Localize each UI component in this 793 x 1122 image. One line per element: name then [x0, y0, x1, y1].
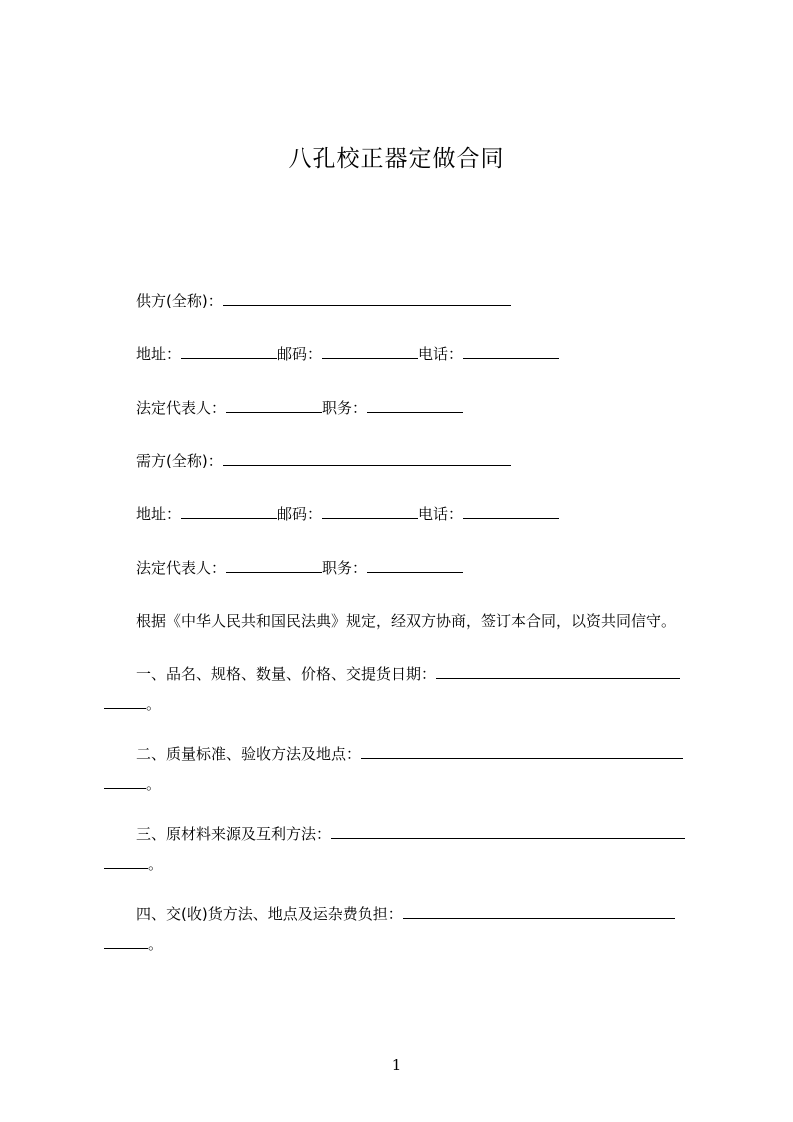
clause-3-blank[interactable] [331, 823, 685, 839]
supplier-postcode-label: 邮码： [277, 345, 323, 363]
buyer-position-label: 职务： [322, 559, 368, 577]
clause-2-blank[interactable] [361, 743, 683, 759]
clause-4-end: 。 [148, 935, 164, 953]
supplier-name-label: 供方(全称)： [136, 292, 223, 310]
buyer-rep-line [136, 557, 463, 579]
clause-4-label: 四、交(收)货方法、地点及运杂费负担： [136, 905, 403, 923]
buyer-name-line [136, 450, 511, 472]
clause-2-blank-cont[interactable] [104, 773, 146, 789]
supplier-phone-blank[interactable] [463, 343, 559, 359]
supplier-name-blank[interactable] [223, 290, 511, 306]
clause-4-blank-cont[interactable] [104, 933, 148, 949]
clause-3-blank-cont[interactable] [104, 853, 148, 869]
clause-2-label: 二、质量标准、验收方法及地点： [136, 745, 362, 763]
supplier-position-blank[interactable] [367, 397, 463, 413]
clause-1-end: 。 [146, 695, 162, 713]
buyer-position-blank[interactable] [367, 557, 463, 573]
supplier-address-line [136, 343, 559, 365]
clause-2-end: 。 [146, 775, 162, 793]
supplier-name-line [136, 290, 511, 312]
buyer-name-blank[interactable] [223, 450, 511, 466]
supplier-position-label: 职务： [322, 399, 368, 417]
buyer-rep-blank[interactable] [226, 557, 322, 573]
clause-4 [104, 903, 704, 955]
supplier-rep-label: 法定代表人： [136, 399, 227, 417]
clause-1-blank-cont[interactable] [104, 693, 146, 709]
document-title: 八孔校正器定做合同 [288, 146, 505, 172]
supplier-address-label: 地址： [136, 345, 182, 363]
buyer-address-label: 地址： [136, 505, 182, 523]
supplier-postcode-blank[interactable] [322, 343, 418, 359]
supplier-rep-line [136, 397, 463, 419]
supplier-address-blank[interactable] [181, 343, 277, 359]
buyer-phone-label: 电话： [418, 505, 464, 523]
buyer-name-label: 需方(全称)： [136, 452, 223, 470]
clause-4-blank[interactable] [403, 903, 675, 919]
buyer-postcode-blank[interactable] [322, 503, 418, 519]
buyer-rep-label: 法定代表人： [136, 559, 227, 577]
clause-3 [104, 823, 704, 875]
clause-1 [104, 663, 704, 715]
buyer-postcode-label: 邮码： [277, 505, 323, 523]
buyer-address-blank[interactable] [181, 503, 277, 519]
clause-3-end: 。 [148, 855, 164, 873]
supplier-phone-label: 电话： [418, 345, 464, 363]
clause-3-label: 三、原材料来源及互利方法： [136, 825, 332, 843]
supplier-rep-blank[interactable] [226, 397, 322, 413]
clause-1-label: 一、品名、规格、数量、价格、交提货日期： [136, 665, 437, 683]
buyer-phone-blank[interactable] [463, 503, 559, 519]
buyer-address-line [136, 503, 559, 525]
clause-2 [104, 743, 704, 795]
intro-paragraph: 根据《中华人民共和国民法典》规定，经双方协商，签订本合同，以资共同信守。 [136, 612, 677, 630]
page-number: 1 [391, 1056, 402, 1074]
clause-1-blank[interactable] [436, 663, 680, 679]
